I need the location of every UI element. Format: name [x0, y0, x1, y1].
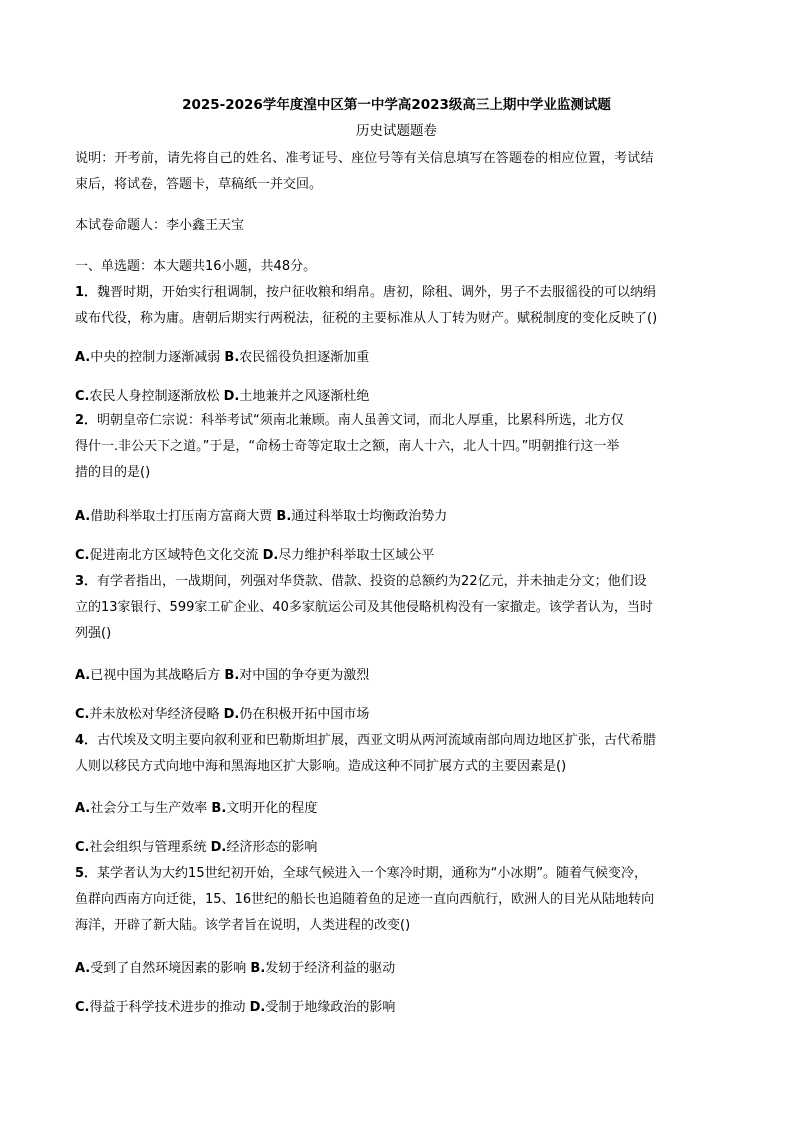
option-text: 并未放松对华经济侵略: [89, 707, 220, 722]
option-key: A.: [75, 961, 91, 976]
option-text: 土地兼并之风逐渐杜绝: [239, 389, 370, 404]
question-5-options-ab: [75, 960, 720, 978]
question-1-options-ab: [75, 349, 720, 367]
option-text: 农民徭役负担逐渐加重: [239, 350, 370, 365]
option-key: B.: [211, 801, 227, 816]
question-5-line-2: 鱼群向西南方向迁徙，15、16世纪的船长也追随着鱼的足迹一直向西航行，欧洲人的目光从陆地转向: [75, 892, 655, 907]
option-text: 发轫于经济利益的驱动: [265, 961, 396, 976]
option-key: D.: [210, 840, 227, 855]
exam-title: 2025-2026学年度湟中区第一中学高2023级高三上期中学业监测试题: [182, 97, 611, 113]
option-text: 农民人身控制逐渐放松: [89, 389, 220, 404]
question-number: 5．: [75, 866, 98, 881]
question-number: 2．: [75, 413, 98, 428]
question-4-line-1: [75, 732, 720, 750]
option-text: 已视中国为其战略后方: [90, 668, 221, 683]
option-key: D.: [262, 548, 279, 563]
question-3-options-ab: [75, 667, 720, 685]
question-5-options-cd: [75, 999, 720, 1017]
option-key: B.: [224, 668, 240, 683]
option-key: B.: [224, 350, 240, 365]
option-key: B.: [250, 961, 266, 976]
option-key: D.: [249, 1000, 266, 1015]
question-2-options-ab: [75, 508, 720, 526]
option-key: D.: [223, 389, 240, 404]
question-3-line-2: 立的13家银行、599家工矿企业、40多家航运公司及其他侵略机构没有一家撤走。该学者认为，当时: [75, 600, 653, 615]
option-text: 促进南北方区域特色文化交流: [89, 548, 259, 563]
option-text: 仍在积极开拓中国市场: [239, 707, 370, 722]
option-text: 得益于科学技术进步的推动: [89, 1000, 246, 1015]
option-key: C.: [75, 707, 90, 722]
option-text: 经济形态的影响: [226, 840, 318, 855]
instructions-line-2: 束后，将试卷，答题卡，草稿纸一并交回。: [75, 177, 323, 192]
instructions-line-1: 说明：开考前，请先将自己的姓名、准考证号、座位号等有关信息填写在答题卷的相应位置，考试结: [75, 151, 654, 166]
question-1-options-cd: [75, 388, 720, 406]
question-text: 某学者认为大约15世纪初开始，全球气候进入一个寒冷时期，通称为“小冰期”。随着气候变冷，: [97, 866, 648, 881]
option-key: C.: [75, 389, 90, 404]
question-3-options-cd: [75, 706, 720, 724]
option-key: B.: [276, 509, 292, 524]
question-text: 古代埃及文明主要向叙利亚和巴勒斯坦扩展，西亚文明从两河流域南部向周边地区扩张，古代希腊: [97, 733, 657, 748]
question-5-line-3: 海洋，开辟了新大陆。该学者旨在说明，人类进程的改变(): [75, 918, 411, 933]
question-text: 有学者指出，一战期间，列强对华贷款、借款、投资的总额约为22亿元，并未抽走分文；他们设: [97, 574, 647, 589]
option-text: 尽力维护科举取士区域公平: [278, 548, 435, 563]
question-5-line-1: [75, 865, 720, 883]
question-text: 魏晋时期，开始实行租调制，按户征收粮和绢帛。唐初，除租、调外，男子不去服徭役的可以纳绢: [97, 285, 657, 300]
option-text: 文明开化的程度: [226, 801, 318, 816]
option-key: C.: [75, 1000, 90, 1015]
option-text: 通过科举取士均衡政治势力: [291, 509, 448, 524]
option-text: 社会分工与生产效率: [90, 801, 208, 816]
author-line: 本试卷命题人：李小鑫王天宝: [75, 218, 245, 233]
question-number: 4．: [75, 733, 98, 748]
option-text: 受到了自然环境因素的影响: [90, 961, 247, 976]
option-key: D.: [223, 707, 240, 722]
option-text: 受制于地缘政治的影响: [265, 1000, 396, 1015]
question-2-line-2: 得什一.非公天下之道。”于是，“命杨士奇等定取士之额，南人十六，北人十四。”明朝推行这一举: [75, 439, 620, 454]
question-2-line-1: [75, 412, 720, 430]
option-key: A.: [75, 801, 91, 816]
option-text: 社会组织与管理系统: [89, 840, 207, 855]
option-key: A.: [75, 350, 91, 365]
question-number: 3．: [75, 574, 98, 589]
question-number: 1．: [75, 285, 98, 300]
question-4-line-2: 人则以移民方式向地中海和黑海地区扩大影响。造成这种不同扩展方式的主要因素是(): [75, 759, 567, 774]
question-2-line-3: 措的目的是(): [75, 465, 151, 480]
option-key: C.: [75, 548, 90, 563]
question-3-line-3: 列强(): [75, 626, 112, 641]
question-1-line-1: [75, 284, 720, 302]
question-3-line-1: [75, 573, 720, 591]
option-text: 借助科举取士打压南方富商大贾: [90, 509, 273, 524]
question-text: 明朝皇帝仁宗说：科举考试“须南北兼顾。南人虽善文词，而北人厚重，比累科所选，北方仅: [97, 413, 624, 428]
option-key: A.: [75, 509, 91, 524]
section-heading: 一、单选题：本大题共16小题，共48分。: [75, 259, 317, 274]
question-2-options-cd: [75, 547, 720, 565]
question-4-options-cd: [75, 839, 720, 857]
option-text: 对中国的争夺更为激烈: [239, 668, 370, 683]
exam-subtitle: 历史试题题卷: [356, 123, 437, 139]
question-4-options-ab: [75, 800, 720, 818]
option-text: 中央的控制力逐渐减弱: [90, 350, 221, 365]
option-key: C.: [75, 840, 90, 855]
option-key: A.: [75, 668, 91, 683]
question-1-line-2: 或布代役，称为庸。唐朝后期实行两税法，征税的主要标准从人丁转为财产。赋税制度的变化反映了(): [75, 311, 658, 326]
